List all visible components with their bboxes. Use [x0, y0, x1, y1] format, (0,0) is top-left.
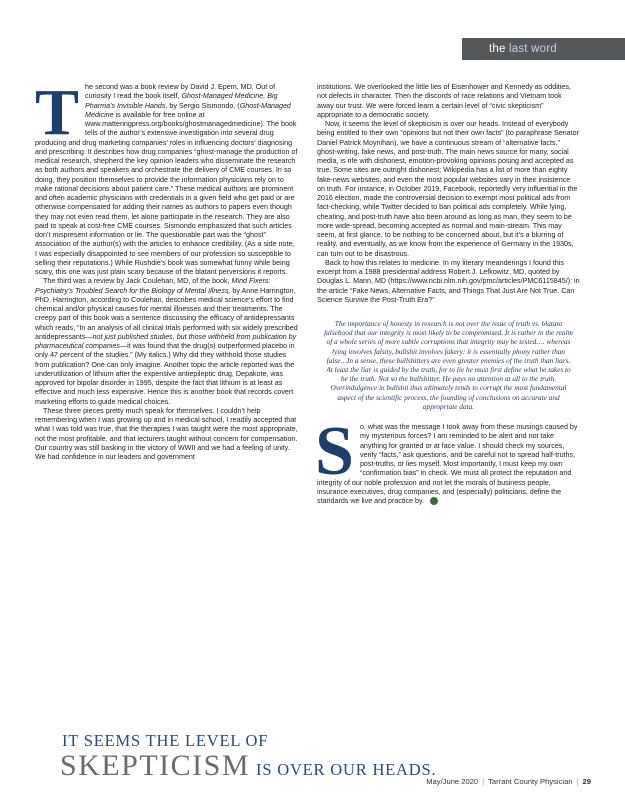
section-tab-the: the [489, 43, 506, 55]
right-paragraph-4: So, what was the message I took away from these musings caused by my mysterious forces? I am reminded to be alert and not take anything for granted or at face value. I should check my sources, verify “facts,” ask questions, and be careful not to spread half-truths, post-truths, or lies myself. Most importantly, I must keep my own “confirmation bias” in check. We must all protect the reputation and integrity of our noble profession and not let the morals of business people, insurance executives, drug companies, and (especially) politicians, define the standards we live and practice by. [315, 413, 578, 506]
footer-publication: Tarrant County Physician [488, 777, 573, 786]
left-paragraph-3: These three pieces pretty much speak for themselves. I couldn’t help remembering when I was growing up and in medical school, I readily accepted that what I was told was true, that the therapies I was taught were the most appropriate, not the most profitable, and that lecturers taught without concern for compensation. Our country was still basking in the victory of WWII and we had a feeling of unity. We had confidence in our leaders and government [35, 406, 298, 461]
page-footer [426, 777, 591, 786]
footer-issue: May/June 2020 [426, 777, 479, 786]
left-column [35, 76, 298, 462]
footer-separator-2: | [576, 777, 579, 786]
footer-separator-1: | [482, 777, 485, 786]
drop-cap-s: S [315, 413, 354, 491]
right-column [317, 83, 580, 506]
right-paragraph-3: Back to how this relates to medicine. In my literary meanderings I found this excerpt from a 1988 presidential address Robert J. Lefkowitz, MD, quoted by Douglas L. Mann, MD (https://www.ncbi.nlm.nih.gov/pmc/articles/PMC6115845/): in the article “Fake News, Alternative Facts, and Things That Just Are Not True. Can Science Survive the Post-Truth Era?” [317, 258, 580, 304]
headline-line-1: IT SEEMS THE LEVEL OF [62, 731, 269, 750]
page-number: 29 [582, 777, 591, 786]
right-paragraph-2: Now, it seems the level of skepticism is over our heads. Instead of everybody being entitled to their own “opinions but not their own facts” (to paraphrase Senator Daniel Patrick Moynihan), we have a continuous stream of “alternative facts,” ghost-writing, fake news, and post-truth. The main news source for many, social media, is rife with dishonest, emotion-provoking opinions posing and accepted as true. Some sites are outright dishonest; Wikipedia has a list of more than eighty fake-news websites, and even the most popular websites vary in their insistence on truth. For instance, in October 2019, Facebook, reportedly very influential in the 2016 election, made the controversial decision to exempt most political ads from fact-checking, while Twitter decided to ban political ads completely. While lying, cheating, and post-truth have also been around as long as man, they seem to be more wide-spread, becoming accepted as normal and main-stream. This may seem, at first glance, to be nothing to be concerned about, but it’s a blurring of reality, and eventually, as we know from the experience of Germany in the 1930s, can turn out to be disastrous. [317, 120, 579, 258]
end-mark-icon [430, 497, 438, 505]
section-tab-last-word: last word [509, 43, 557, 55]
headline-tail: IS OVER OUR HEADS. [256, 760, 437, 779]
drop-cap-t: T [35, 76, 80, 149]
right-paragraph-1: institutions. We overlooked the little lies of Eisenhower and Kennedy as oddities, not defects in character. Then the discords of race relations and Vietnam took away our trust. We were forced learn a certain level of “civic skepticism” appropriate to a democratic society. [317, 83, 571, 119]
pull-quote: The importance of honesty in research is not over the issue of truth vs. blatant falsehood that our integrity is most likely to be compromised. It is rather in the realm of a whole series of more subtle corruptions that integrity may be tested…. whereas lying involves falsity, bullshit involves fakery: it is essentially phony rather than false…In a sense, these bullshitters are even greater enemies of the truth than liars. At least the liar is guided by the truth, for to lie he must first define what he takes to be the truth. Not so the bullshitter. He pays no attention at all to the truth. Overindulgence in bullshit thus ultimately tends to corrupt the most fundamental aspect of the scientific process, the founding of conclusions on accurate and appropriate data. [324, 319, 573, 411]
section-tab [462, 38, 625, 60]
left-paragraph-2: The third was a review by Jack Coulehan, MD, of the book, Mind Fixers: Psychiatry’s Troubled Search for the Biology of Mental Illness, by Anne Harrington, PhD. Harrington, according to Coulehan, describes medical science’s effort to find chemical and/or physical causes for mental illnesses and their treatments. The creepy part of this book was a sentence discussing the efficacy of antidepressants which reads, “In an analysis of all clinical trials performed with six widely prescribed antidepressants—not just published studies, but those withheld from publication by pharmaceutical companies—it was found that the drug(s) outperformed placebo in only 47 percent of the studies.” (My italics.) Why did they withhold those studies from publication? One can only imagine. Another topic the article reported was the underutilization of lithium after the expensive antiepileptic drug, Depakote, was approved for bipolar disorder in 1995, despite the fact that lithium is at least as effective and much less expensive. Hence this is another book that records covert marketing efforts to guide medical choices. [35, 277, 298, 406]
headline-big-word: SKEPTICISM [60, 749, 251, 782]
left-paragraph-1: The second was a book review by David J. Epem, MD. Out of curiosity I read the book itself, Ghost-Managed Medicine, Big Pharma’s Invisible Hands, by Sergio Sismondo. (Ghost-Managed Medicine is available for free online at www.matteringpress.org/books/ghostmanagedmedicine). The book tells of the author’s extensive investigation into several drug producing and drug marketing companies’ roles in influencing doctors’ diagnosing and prescribing. It describes how drug companies “ghost-manage the production of medical research, shepherd the key opinion leaders who disseminate the research as both authors and speakers and orchestrate the delivery of CME courses. In so doing, they position themselves to provide the information physicians rely on to make rational decisions about patient care.” These medical authors are prominent and often academic physicians with credentials in a given field who get paid or are otherwise compensated for adding their names as authors to papers even though they may not even read them, let alone participate in the research. They are also paid to speak at cost-free CME courses. Sismondo emphasized that such articles don’t mispresent information or lie. The questionable part was the “ghost” association of the author(s) with the articles to enhance credibility. (As a side note, I was especially disappointed to see members of our profession so susceptible to selling their reputations.) While Rushdie’s book was somewhat funny while being scary, this one was just plain scary because of the blatant perversions it reports. [35, 76, 298, 276]
headline [60, 732, 600, 782]
